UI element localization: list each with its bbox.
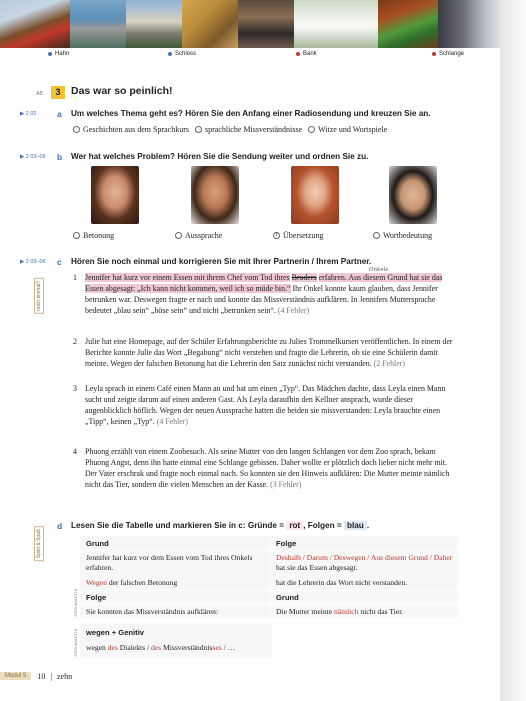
answer-circle-icon[interactable] (175, 232, 182, 239)
option-radio[interactable]: Geschichten aus dem Sprachkurs (73, 125, 189, 134)
handwritten-correction: Onkels (369, 267, 389, 273)
grammar-tag-2: GRAMMATIK (73, 628, 78, 657)
label-betonung[interactable]: Betonung (73, 231, 114, 240)
bench-photo (294, 0, 378, 48)
red-dot-icon (296, 52, 300, 56)
audio-track-a[interactable]: ▶ 2 02 (20, 111, 37, 117)
genitive-example: wegen des Dialekts / des Missverständnisses / … (86, 643, 236, 652)
part-a-options (73, 125, 387, 134)
story-4: 4 Phuong erzählt von einem Zoobesuch. Als seine Mutter von den langen Schlangen vor dem Zoo sprach, bekam Phuong Angst, denn ihn hatte einmal eine Schlange gebissen. Daher wollte er plötzlich doch lieber nicht mehr mit. Der Vater erschrak und fragte noch einmal nach. So konnten sie den Hinweis aufklären: Die Mutter meinte nämlich nicht das Tier, sondern die vielen Menschen an der Kasse. (3 Fehler) (73, 447, 450, 489)
queue-photo (438, 0, 500, 48)
caption-schlange: Schlange (432, 51, 464, 57)
rot-marker: rot (286, 521, 303, 530)
part-a-task: Um welches Thema geht es? Hören Sie den Anfang einer Radiosendung und kreuzen Sie an. (71, 109, 431, 118)
part-c-task: Hören Sie noch einmal und korrigieren Sie mit Ihrer Partnerin / Ihrem Partner. (71, 257, 372, 266)
label-uebersetzung[interactable]: f Übersetzung (273, 231, 323, 240)
side-tag-noch-einmal: noch einmal? (34, 278, 44, 314)
row3-folge: Sie konnten das Missverständnis aufklären: (86, 607, 219, 616)
audio-track-b[interactable]: ▶ 2 03–06 (20, 154, 46, 160)
blue-dot-icon (48, 52, 52, 56)
woman-photo-2 (191, 166, 239, 224)
side-tag-spiel: Spiel & Spaß (34, 526, 44, 561)
genitive-title: wegen + Genitiv (86, 628, 145, 637)
row2-grund: Wegen der falschen Betonung (86, 578, 178, 587)
exercise-number: 3 (51, 86, 65, 99)
page-edge-shadow (500, 0, 526, 701)
radio-circle-icon[interactable] (308, 126, 315, 133)
part-c-letter: c (57, 257, 62, 267)
part-d-task: Lesen Sie die Tabelle und markieren Sie in c: Gründe = rot , Folgen = blau . (71, 521, 370, 530)
faucet-photo (70, 0, 126, 48)
grammar-table (80, 536, 458, 618)
part-b-task: Wer hat welches Problem? Hören Sie die Sendung weiter und ordnen Sie zu. (71, 152, 369, 161)
audio-track-c[interactable]: ▶ 2 03–06 (20, 259, 46, 265)
page-footer: Modul 5 10 | zehn (0, 670, 72, 682)
crowd-photo (238, 0, 294, 48)
header-grund: Grund (86, 539, 109, 548)
header-grund-2: Grund (276, 593, 299, 602)
row1-folge: Deshalb / Darum / Deswegen / Aus diesem Grund / Daher hat sie das Essen abgesagt. (276, 553, 453, 572)
option-radio[interactable]: sprachliche Missverständnisse (195, 125, 302, 134)
photo-strip (0, 0, 500, 48)
grammar-tag: GRAMMATIK (73, 588, 78, 617)
row2-folge: hat die Lehrerin das Wort nicht verstanden. (276, 578, 408, 587)
row1-grund: Jennifer hat kurz vor dem Essen vom Tod ihres Onkels erfahren. (86, 553, 253, 572)
answer-circle-icon[interactable]: f (273, 232, 280, 239)
label-aussprache[interactable]: Aussprache (175, 231, 222, 240)
snake-photo (378, 0, 438, 48)
woman-photo-3 (291, 166, 339, 224)
radio-circle-icon[interactable] (195, 126, 202, 133)
label-wortbedeutung[interactable]: Wortbedeutung (373, 231, 432, 240)
ab-marker: AB (36, 91, 43, 97)
part-d-letter: d (57, 521, 63, 531)
row3-grund: Die Mutter meinte nämlich nicht das Tier. (276, 607, 404, 616)
header-folge: Folge (276, 539, 297, 548)
photo-captions (0, 50, 500, 60)
caption-hahn: Hahn (48, 51, 69, 57)
man-photo (389, 166, 437, 224)
option-radio[interactable]: Witze und Wortspiele (308, 125, 387, 134)
part-a-letter: a (57, 109, 62, 119)
blue-dot-icon (168, 52, 172, 56)
rooster-photo (0, 0, 70, 48)
module-label: Modul 5 (0, 672, 31, 680)
money-photo (182, 0, 238, 48)
red-dot-icon (432, 52, 436, 56)
page-word: zehn (56, 671, 73, 681)
radio-circle-icon[interactable] (73, 126, 80, 133)
highlighted-text: erfahren. Aus diesem Grund hat sie das Essen abgesagt: „Ich kann nicht kommen, weil ich so müde bin.“ (85, 273, 443, 293)
caption-bank: Bank (296, 51, 317, 57)
story-3: 3 Leyla sprach in einem Café einen Mann an und bat um einen „Typ“. Das Mädchen dachte, dass Leyla einen Mann sucht und zeigte darum auf einen anderen Gast. Als Leyla daraufhin den Kellner ansprach, wurde dieser augenblicklich höflich. Wegen der neuen Aussprache hatten die beiden sie missverstanden: Leyla brauchte einen „Tipp“, keinen „Typ“. (4 Fehler) (73, 384, 446, 426)
story-1: 1 Jennifer hat kurz vor einem Essen mit ihrem Chef vom Tod ihres Bruders erfahren. Aus diesem Grund hat sie das Essen abgesagt: „Ich kann nicht kommen, weil ich so müde bin.“ Ihr Onkel konnte kaum glauben, dass Jennifer betrunken war. Deswegen fragte er nach und konnte das Missverständnis aufklären. In Jennifers Muttersprache bedeutet „blau sein“ „böse sein“ und nicht „betrunken sein“. (4 Fehler) (73, 273, 443, 315)
answer-circle-icon[interactable] (73, 232, 80, 239)
caption-schloss: Schloss (168, 51, 196, 57)
header-folge-2: Folge (86, 593, 107, 602)
blau-marker: blau (344, 521, 367, 530)
woman-photo-1 (91, 166, 139, 224)
exercise-title: Das war so peinlich! (71, 85, 173, 97)
speaker-photos (85, 166, 445, 246)
highlighted-text: Jennifer hat kurz vor einem Essen mit ihrem Chef vom Tod ihres (85, 273, 290, 282)
story-2: 2 Julie hat eine Homepage, auf der Schüler Erfahrungsberichte zu Julies Trommelkursen veröffentlichen. In einem der Berichte konnte Julie das Wort „Begabung“ nicht verstehen und fragte die Lehrerin, ob sie eine Schülerin damit meinte. Wegen der falschen Betonung hat die Lehrerin den Satz zunächst nicht verstanden. (2 Fehler) (73, 337, 453, 368)
struck-word: Bruders (291, 273, 317, 282)
page-number: 10 (37, 671, 46, 681)
part-b-letter: b (57, 152, 63, 162)
castle-photo (126, 0, 182, 48)
answer-circle-icon[interactable] (373, 232, 380, 239)
